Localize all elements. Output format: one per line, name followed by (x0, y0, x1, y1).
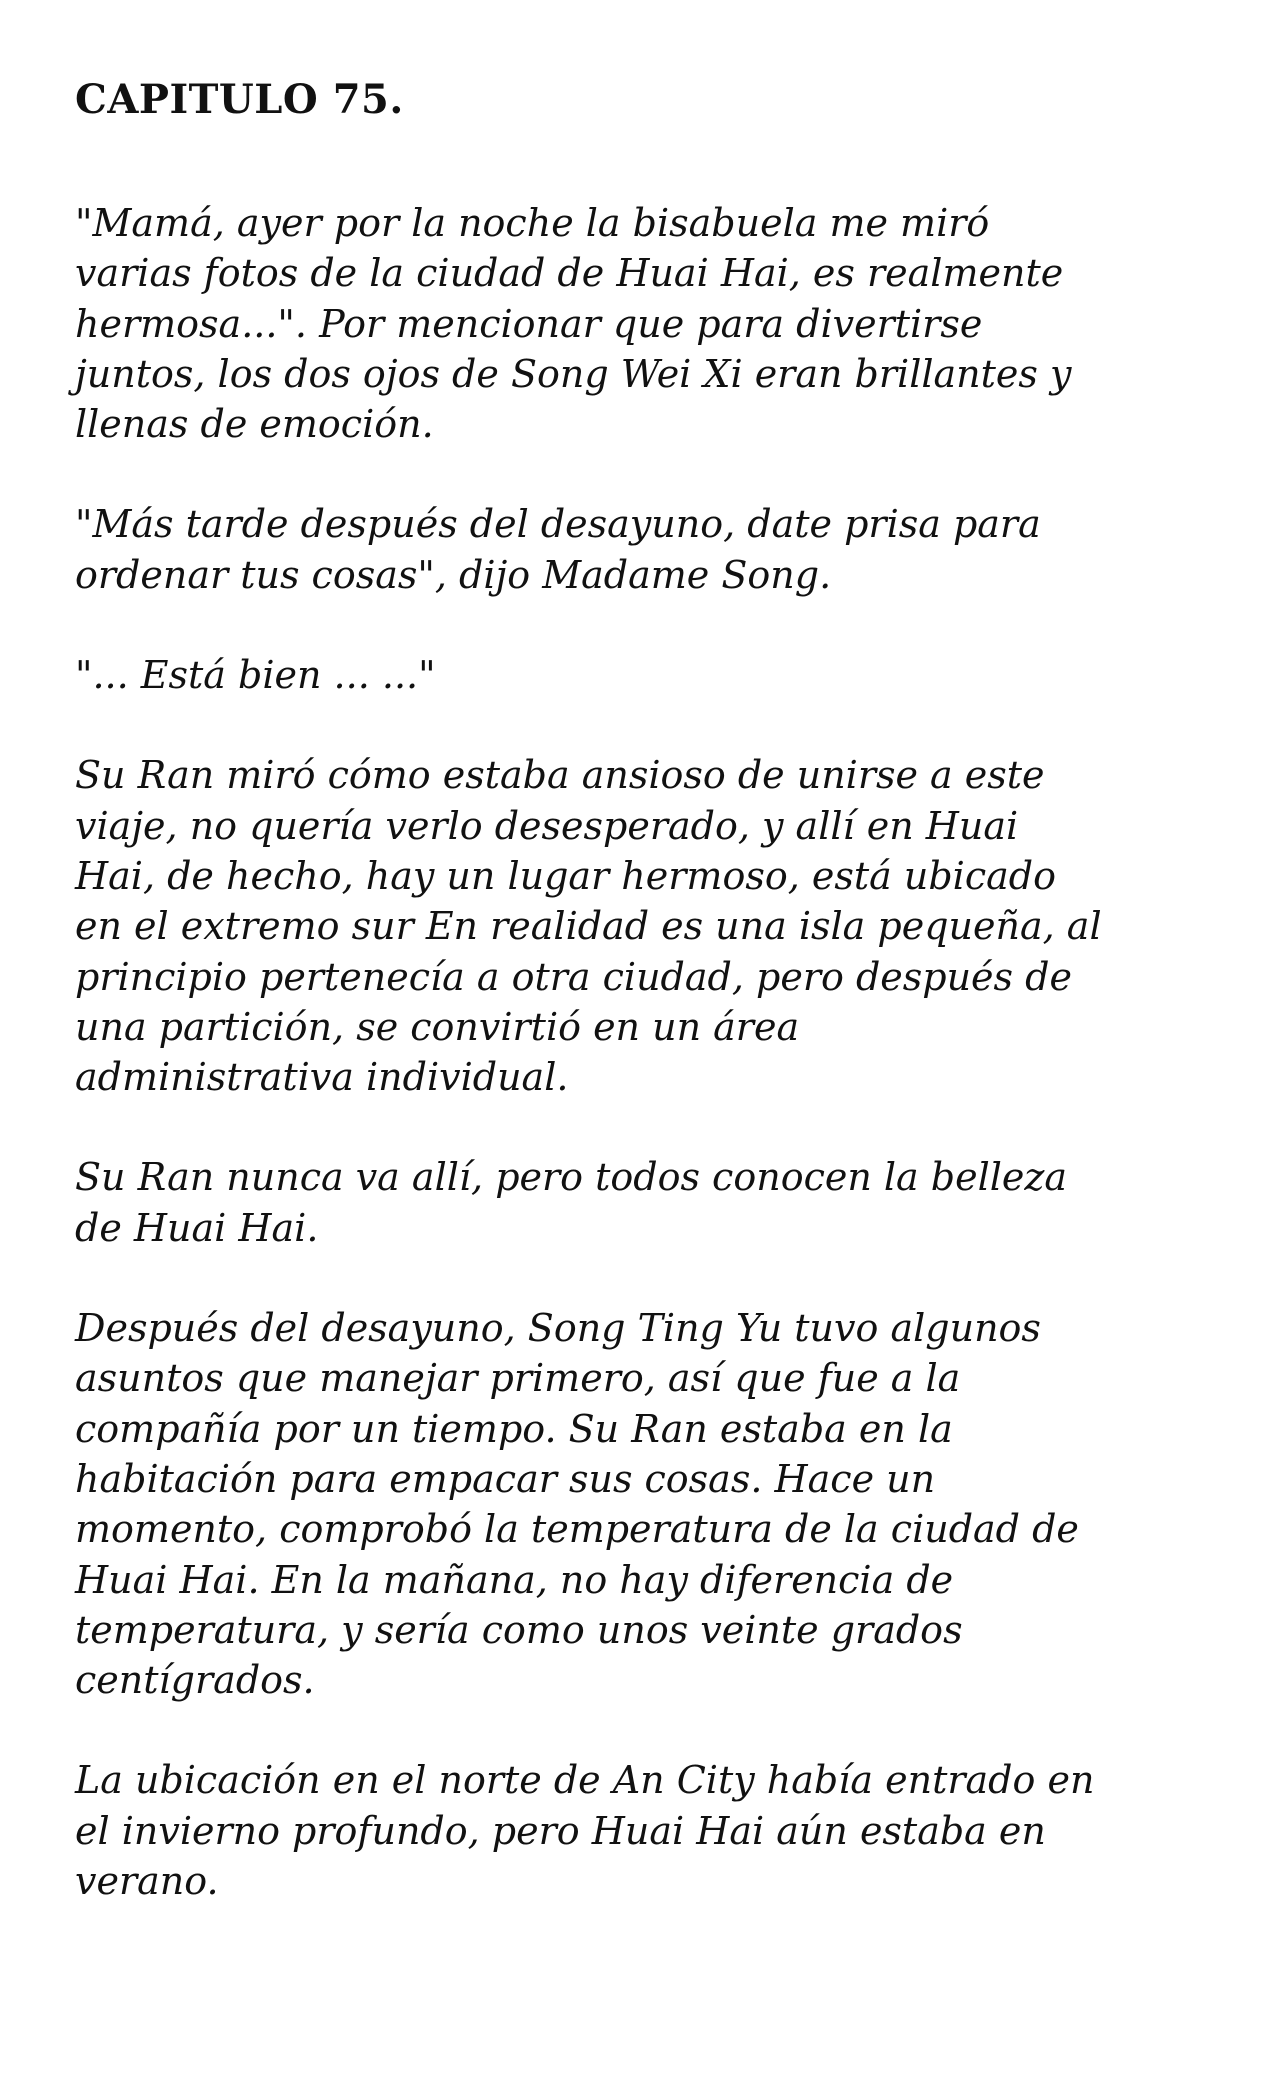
paragraph-6 (75, 1303, 1225, 1705)
text-line: temperatura, y sería como unos veinte grados (75, 1607, 963, 1652)
text-line: hermosa...". Por mencionar que para divertirse (75, 301, 983, 346)
paragraph-5 (75, 1152, 1225, 1253)
text-line: juntos, los dos ojos de Song Wei Xi eran brillantes y (75, 351, 1072, 396)
text-line: habitación para empacar sus cosas. Hace un (75, 1456, 936, 1501)
text-line: Huai Hai. En la mañana, no hay diferencia de (75, 1557, 954, 1602)
text-line: una partición, se convirtió en un área (75, 1004, 800, 1049)
document-page (75, 70, 1225, 1956)
paragraph-2 (75, 499, 1225, 600)
paragraph-4 (75, 750, 1225, 1102)
text-line: varias fotos de la ciudad de Huai Hai, es realmente (75, 251, 1064, 296)
text-line: administrativa individual. (75, 1055, 569, 1100)
chapter-title: CAPITULO 75. (75, 76, 404, 123)
text-line: centígrados. (75, 1658, 315, 1703)
text-line: Su Ran miró cómo estaba ansioso de unirse a este (75, 753, 1045, 798)
text-line: "Mamá, ayer por la noche la bisabuela me miró (75, 201, 990, 245)
paragraph-3 (75, 650, 1225, 700)
text-line: ordenar tus cosas", dijo Madame Song. (75, 552, 832, 597)
text-line: de Huai Hai. (75, 1205, 319, 1250)
text-line: momento, comprobó la temperatura de la ciudad de (75, 1507, 1079, 1552)
paragraph-7 (75, 1755, 1225, 1906)
text-line: compañía por un tiempo. Su Ran estaba en la (75, 1406, 953, 1451)
text-line: verano. (75, 1859, 219, 1904)
text-line: Su Ran nunca va allí, pero todos conocen la belleza (75, 1155, 1068, 1200)
paragraph-1 (75, 198, 1225, 449)
text-line: viaje, no quería verlo desesperado, y allí en Huai (75, 803, 1019, 848)
text-line: Hai, de hecho, hay un lugar hermoso, está ubicado (75, 853, 1056, 898)
text-line: "... Está bien ... ..." (75, 653, 436, 698)
text-line: La ubicación en el norte de An City había entrado en (75, 1758, 1095, 1803)
text-line: en el extremo sur En realidad es una isla pequeña, al (75, 904, 1102, 949)
text-line: asuntos que manejar primero, así que fue a la (75, 1356, 961, 1401)
text-line: "Más tarde después del desayuno, date prisa para (75, 502, 1041, 547)
text-line: el invierno profundo, pero Huai Hai aún estaba en (75, 1808, 1046, 1853)
text-line: Después del desayuno, Song Ting Yu tuvo algunos (75, 1306, 1041, 1351)
text-line: llenas de emoción. (75, 402, 434, 447)
text-line: principio pertenecía a otra ciudad, pero después de (75, 954, 1072, 999)
